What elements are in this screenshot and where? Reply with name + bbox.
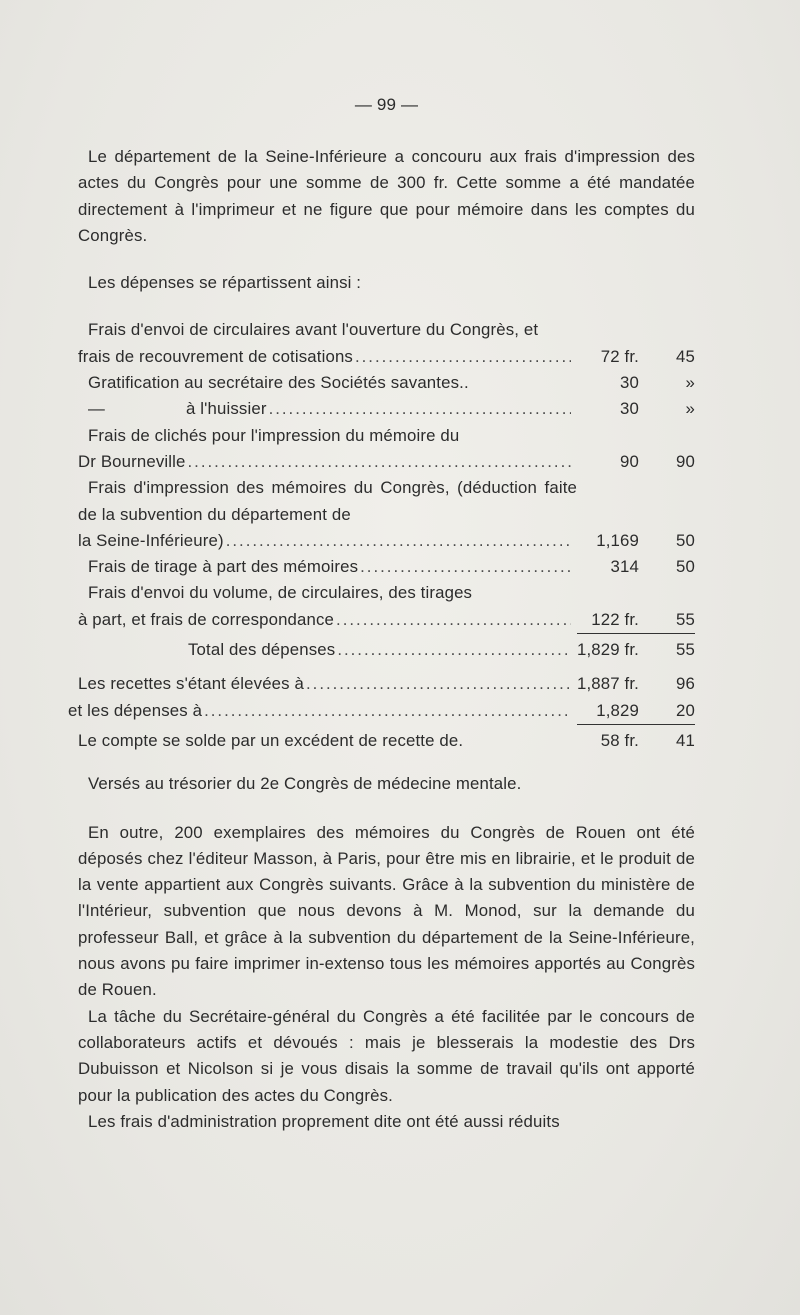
balance-label: Le compte se solde par un excédent de recette de. bbox=[78, 730, 464, 750]
ledger-receipts bbox=[78, 671, 695, 697]
leader-dots bbox=[188, 449, 572, 475]
spent-amount: 1,829 bbox=[596, 700, 639, 720]
ledger-row6-label: Frais de tirage à part des mémoires bbox=[88, 557, 359, 577]
ledger-row2-label: Gratification au secrétaire des Sociétés savantes.. bbox=[88, 373, 469, 393]
paragraph-copies: En outre, 200 exemplaires des mémoires du Congrès de Rouen ont été déposés chez l'éditeur Masson, à Paris, pour être mis en librairie, et le produit de la vente appartient aux Congrès suivants. Grâce à la subvention du ministère de l'Intérieur, subvention que nous devons à M. Monod, sur la demande du professeur Ball, et grâce à la subvention du département de la Seine-Inférieure, nous avons pu faire imprimer in-extenso tous les mémoires apportés au Congrès de Rouen. bbox=[78, 822, 695, 1000]
intro-paragraph: Le département de la Seine-Inférieure a concouru aux frais d'impression des actes du Congrès pour une somme de 300 fr. Cette somme a été mandatée directement à l'imprimeur et ne figure que pour mémoire dans les comptes du Congrès. bbox=[78, 147, 695, 245]
receipts-cents: 96 bbox=[676, 674, 695, 694]
total-label: Total des dépenses bbox=[188, 640, 336, 660]
ledger-row7-label: à part, et frais de correspondance bbox=[78, 609, 335, 629]
ledger-row2-cents: » bbox=[685, 373, 695, 393]
ledger-row5-amount: 1,169 bbox=[596, 530, 639, 550]
ledger-row3-label: à l'huissier bbox=[186, 399, 267, 419]
ledger-row1 bbox=[78, 344, 695, 370]
ledger-row6-amount: 314 bbox=[610, 557, 639, 577]
ledger-row3 bbox=[78, 396, 695, 422]
receipts-amount: 1,887 fr. bbox=[577, 674, 639, 694]
ditto-dash: — bbox=[88, 399, 105, 419]
ledger-row3-label-wrap bbox=[78, 396, 267, 422]
expense-ledger bbox=[68, 317, 695, 754]
ledger-row7-text: Frais d'envoi du volume, de circulaires, des tirages bbox=[88, 583, 473, 603]
ledger-row1-label: frais de recouvrement de cotisations bbox=[78, 346, 353, 366]
ledger-row2-amount: 30 bbox=[620, 373, 639, 393]
leader-dots bbox=[204, 698, 571, 724]
ledger-spent bbox=[68, 698, 695, 724]
page-number: — 99 — bbox=[354, 95, 419, 114]
leader-dots bbox=[226, 528, 571, 554]
expenses-heading: Les dépenses se répartissent ainsi : bbox=[88, 273, 362, 293]
ledger-row5-label: la Seine-Inférieure) bbox=[78, 530, 224, 550]
ledger-row4-amount: 90 bbox=[620, 451, 639, 471]
ledger-row4 bbox=[78, 449, 695, 475]
ledger-row3-cents: » bbox=[685, 399, 695, 419]
leader-dots bbox=[355, 344, 571, 370]
ledger-row5-cents: 50 bbox=[676, 530, 695, 550]
paragraph-last: Les frais d'administration proprement dite ont été aussi réduits bbox=[88, 1111, 560, 1131]
leader-dots bbox=[306, 671, 571, 697]
ledger-row1-amount: 72 fr. bbox=[600, 346, 639, 366]
ledger-row7 bbox=[78, 607, 695, 633]
ledger-row4-label: Dr Bourneville bbox=[78, 451, 186, 471]
ledger-row2 bbox=[78, 370, 695, 396]
spent-label: et les dépenses à bbox=[68, 700, 203, 720]
ledger-total bbox=[78, 637, 695, 663]
ledger-row7-cents: 55 bbox=[676, 609, 695, 629]
document-page bbox=[68, 92, 695, 1135]
ledger-row6 bbox=[78, 554, 695, 580]
balance-amount: 58 fr. bbox=[600, 730, 639, 750]
ledger-row4-cents: 90 bbox=[676, 451, 695, 471]
ledger-row3-amount: 30 bbox=[620, 399, 639, 419]
ledger-row5-text: Frais d'impression des mémoires du Congrès, (déduction faite de la subvention du département de bbox=[78, 478, 577, 524]
total-cents: 55 bbox=[676, 640, 695, 660]
paragraph-thanks: La tâche du Secrétaire-général du Congrès a été facilitée par le concours de collaborateurs actifs et dévoués : mais je blesserais la modestie des Drs Dubuisson et Nicolson si je vous disais la somme de travail qu'ils ont apporté pour la publication des actes du Congrès. bbox=[78, 1006, 695, 1105]
ledger-row1-cents: 45 bbox=[676, 346, 695, 366]
leader-dots bbox=[360, 554, 571, 580]
ledger-balance bbox=[78, 728, 695, 754]
ledger-row5 bbox=[78, 528, 695, 554]
transfer-line: Versés au trésorier du 2e Congrès de médecine mentale. bbox=[88, 774, 522, 794]
ledger-row6-cents: 50 bbox=[676, 557, 695, 577]
receipts-label: Les recettes s'étant élevées à bbox=[78, 674, 304, 694]
ledger-row7-amount: 122 fr. bbox=[591, 609, 639, 629]
leader-dots bbox=[336, 607, 571, 633]
balance-cents: 41 bbox=[676, 730, 695, 750]
total-amount: 1,829 fr. bbox=[577, 640, 639, 660]
ledger-row1-text: Frais d'envoi de circulaires avant l'ouverture du Congrès, et bbox=[88, 320, 539, 340]
spent-cents: 20 bbox=[676, 700, 695, 720]
ledger-row4-text: Frais de clichés pour l'impression du mémoire du bbox=[88, 425, 460, 445]
leader-dots bbox=[269, 396, 571, 422]
leader-dots bbox=[337, 637, 571, 663]
